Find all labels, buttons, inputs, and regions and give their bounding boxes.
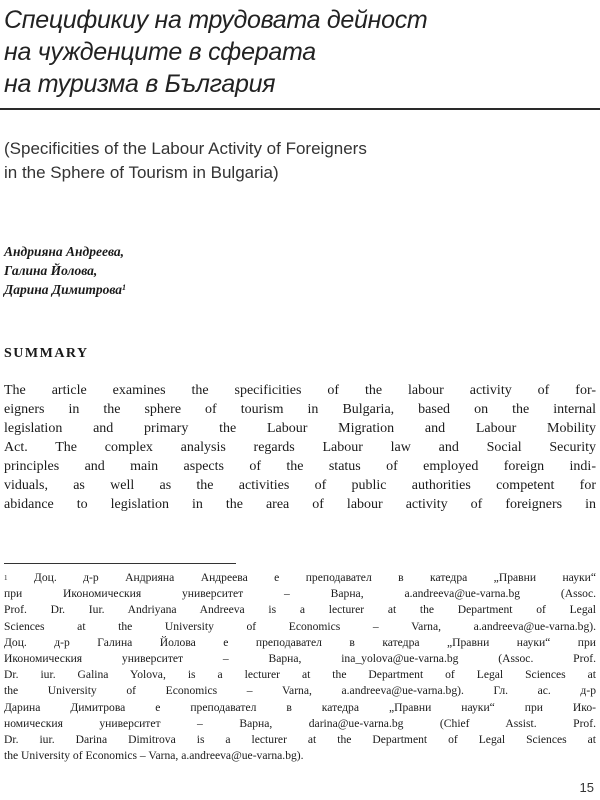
summary-text	[4, 381, 596, 514]
footnote-line-first	[4, 570, 596, 586]
author-name: Дарина Димитрова	[4, 282, 123, 297]
footnote-line: номическия университет – Варна, darina@ue-varna.bg (Chief Assist. Prof.	[4, 716, 596, 730]
summary-line: eigners in the sphere of tourism in Bulgaria, based on the internal	[4, 402, 596, 417]
footnote-marker: 1	[4, 574, 8, 582]
article-title	[4, 4, 594, 100]
author-name: Андрияна Андреева,	[4, 244, 125, 259]
title-divider	[0, 108, 600, 110]
author-name-last	[4, 280, 126, 299]
footnote-line: Дарина Димитрова е преподавател в катедра „Правни науки“ при Ико-	[4, 700, 596, 714]
summary-line: The article examines the specificities of the labour activity of for-	[4, 383, 596, 398]
footnote-line: при Икономическия университет – Варна, a.andreeva@ue-varna.bg (Assoc.	[4, 587, 596, 601]
footnote-line: Доц. д-р Галина Йолова е преподавател в катедра „Правни науки“ при	[4, 635, 596, 649]
footnote	[4, 570, 596, 764]
footnote-line: Dr. iur. Galina Yolova, is a lecturer at the Department of Legal Sciences at	[4, 668, 596, 682]
footnote-line: Икономическия университет – Варна, ina_yolova@ue-varna.bg (Assoc. Prof.	[4, 652, 596, 666]
summary-line: legislation and primary the Labour Migration and Labour Mobility	[4, 421, 596, 436]
summary-line: principles and main aspects of the status of employed foreign indi-	[4, 459, 596, 474]
title-line: на туризма в България	[4, 70, 276, 98]
footnote-line: Sciences at the University of Economics – Varna, a.andreeva@ue-varna.bg).	[4, 619, 596, 633]
summary-line: Act. The complex analysis regards Labour law and Social Security	[4, 440, 596, 455]
page-number: 15	[579, 780, 594, 795]
subtitle-line: (Specificities of the Labour Activity of Foreigners	[4, 139, 367, 158]
footnote-line: Dr. iur. Darina Dimitrova is a lecturer at the Department of Legal Sciences at	[4, 733, 596, 747]
summary-line: abidance to legislation in the area of labour activity of foreigners in	[4, 497, 596, 512]
footnote-marker: 1	[122, 283, 127, 292]
title-line: Спецификиу на трудовата дейност	[4, 6, 428, 34]
footnote-text: Доц. д-р Андрияна Андреева е преподавател в катедра „Правни науки“	[33, 571, 596, 584]
summary-heading: SUMMARY	[4, 346, 89, 361]
footnote-line: the University of Economics – Varna, a.andreeva@ue-varna.bg). Гл. ас. д-р	[4, 684, 596, 698]
article-subtitle	[4, 137, 594, 185]
footnote-line: the University of Economics – Varna, a.andreeva@ue-varna.bg).	[4, 749, 304, 763]
footnote-divider	[4, 563, 236, 564]
subtitle-line: in the Sphere of Tourism in Bulgaria)	[4, 163, 279, 182]
author-list	[4, 242, 126, 299]
summary-line: viduals, as well as the activities of public authorities competent for	[4, 478, 596, 493]
footnote-line: Prof. Dr. Iur. Andriyana Andreeva is a lecturer at the Department of Legal	[4, 603, 596, 617]
author-name: Галина Йолова,	[4, 263, 98, 278]
title-line: на чужденците в сферата	[4, 38, 316, 66]
